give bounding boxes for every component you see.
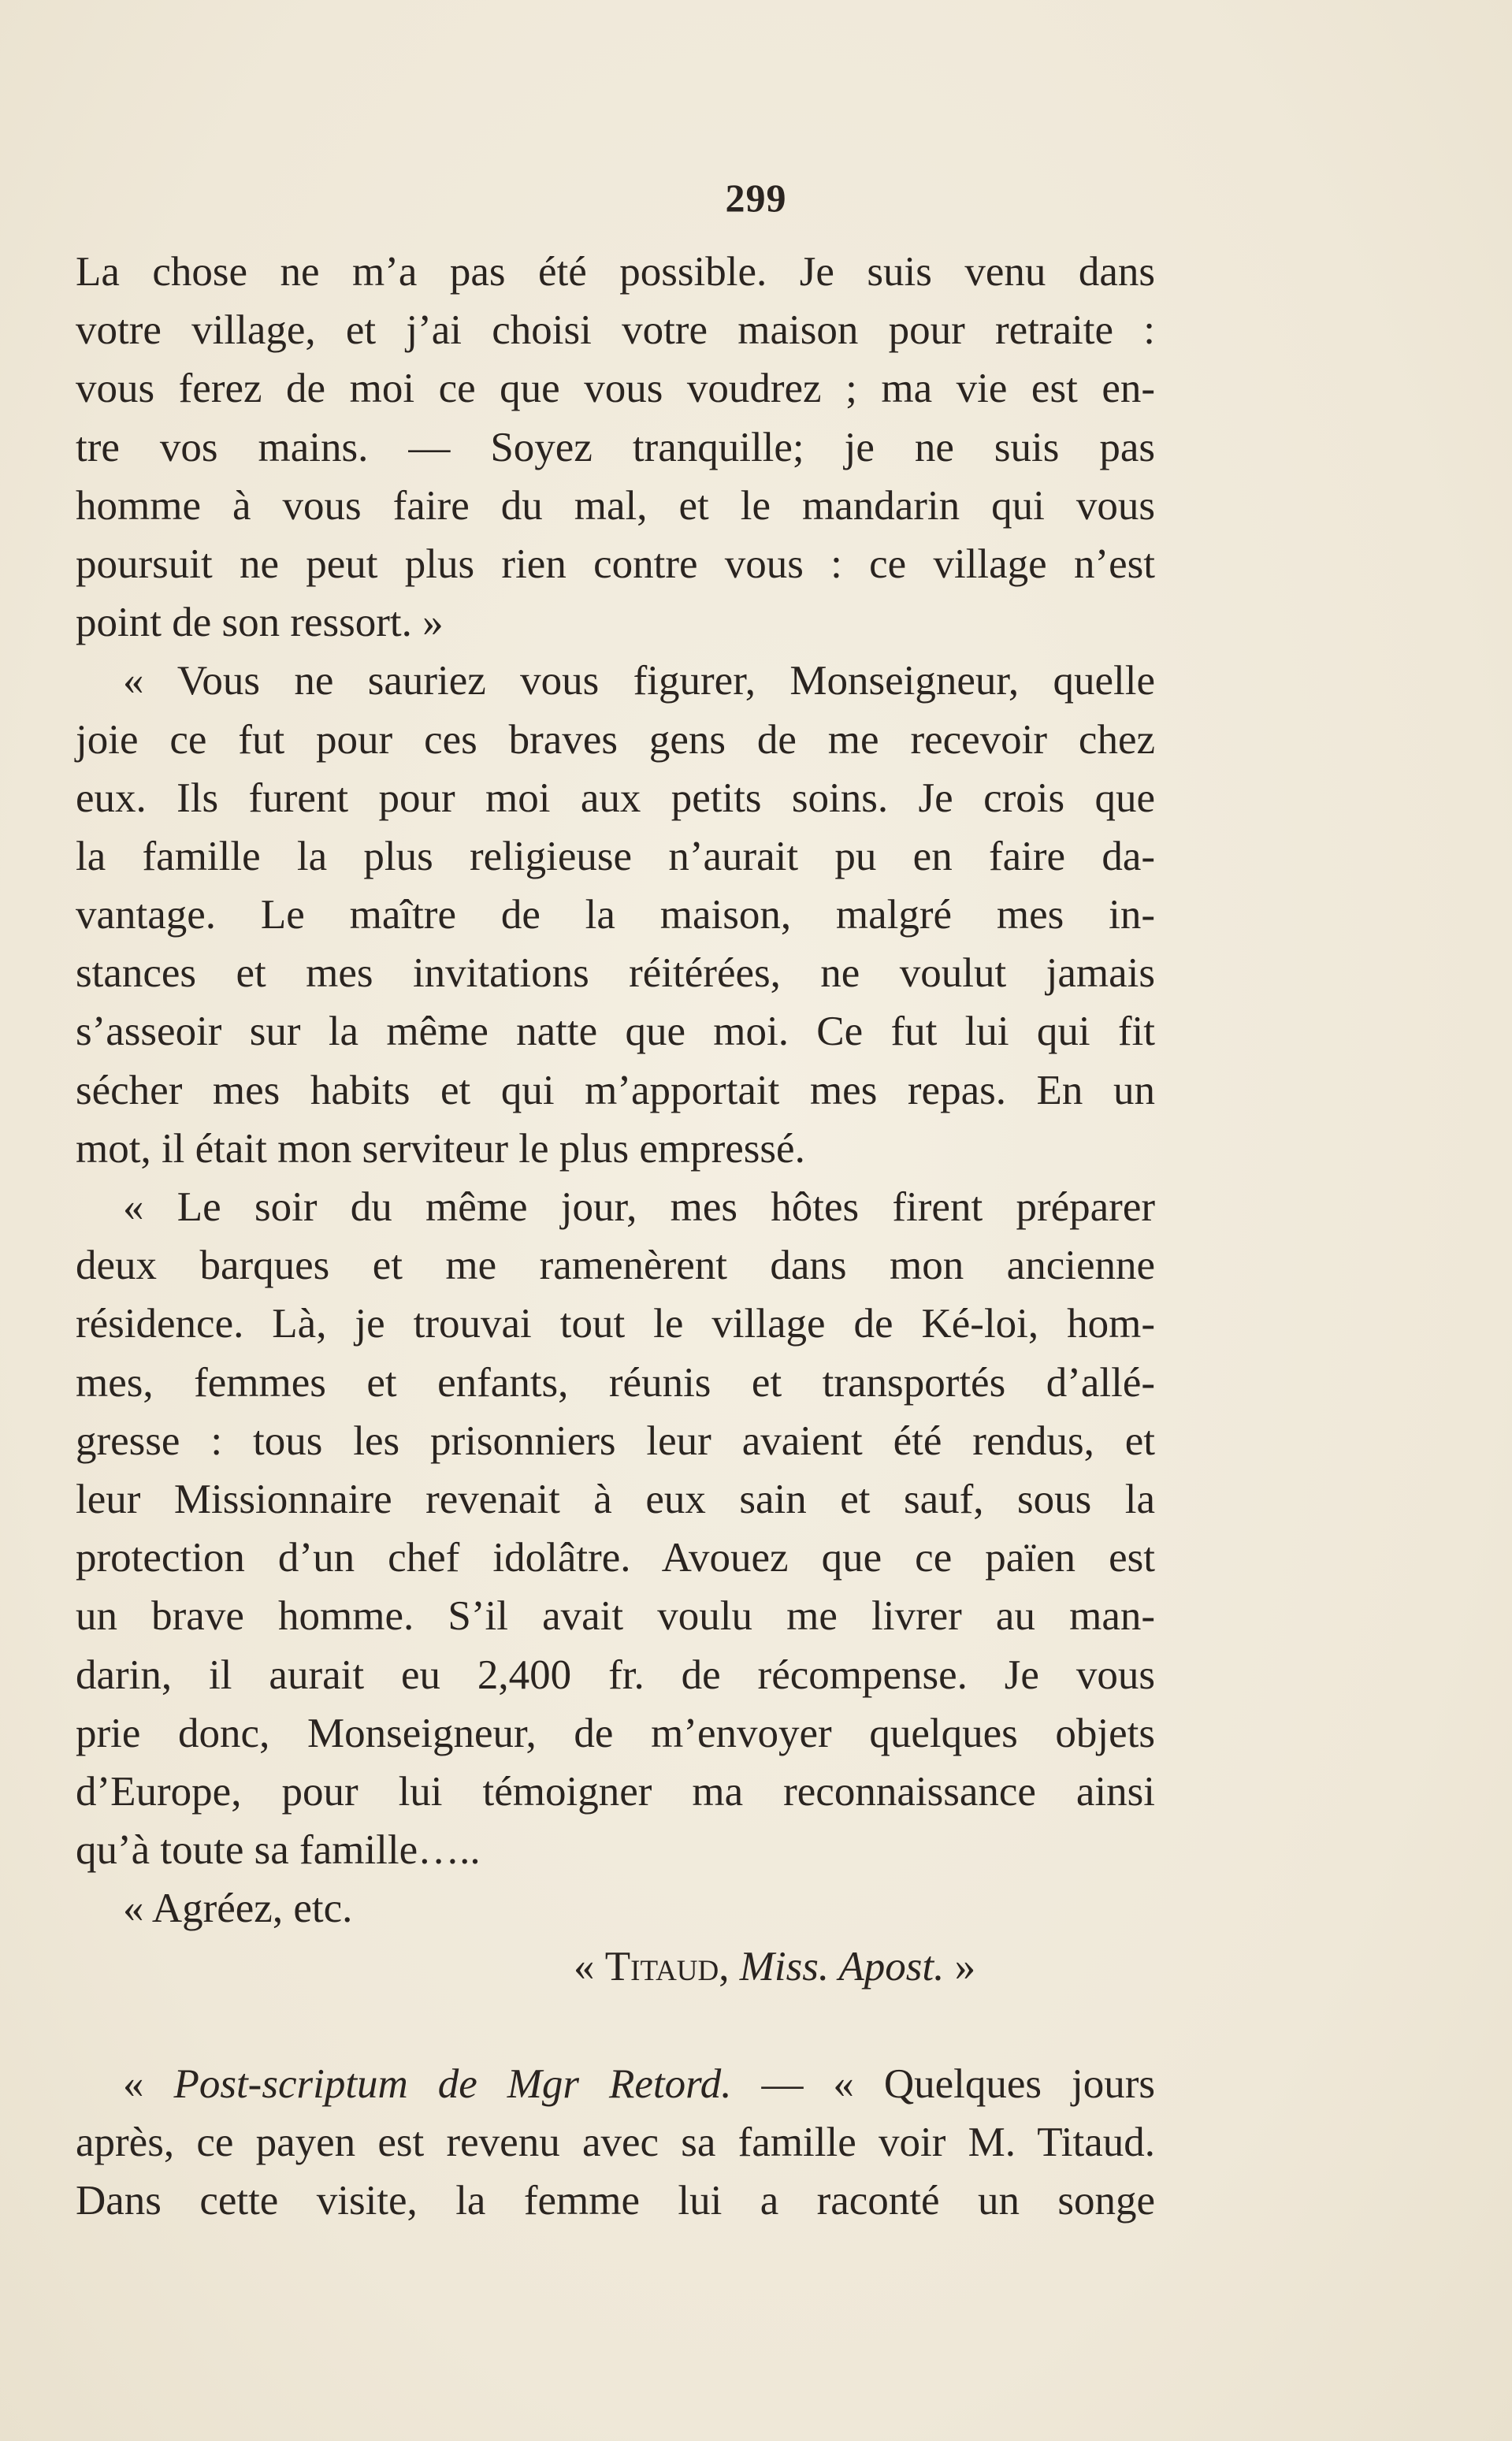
text-line: tre vos mains. — Soyez tranquille; je ne suis pas xyxy=(76,424,1155,470)
text-line: vantage. Le maître de la maison, malgré mes in- xyxy=(76,892,1155,938)
signature-name: Titaud xyxy=(604,1944,719,1990)
text-line: deux barques et me ramenèrent dans mon ancienne xyxy=(76,1243,1155,1289)
text-line: poursuit ne peut plus rien contre vous : ce village n’est xyxy=(76,541,1155,587)
postscript-heading: Post-scriptum de Mgr Retord. xyxy=(173,2060,732,2107)
text-line: Dans cette visite, la femme lui a raconté un songe xyxy=(76,2178,1155,2224)
paragraph xyxy=(76,652,1155,1178)
postscript-first-line xyxy=(76,2055,1155,2113)
signature-close-quote: » xyxy=(944,1944,976,1990)
text-line: après, ce payen est revenu avec sa famille voir M. Titaud. xyxy=(76,2119,1155,2165)
signature-title: Miss. Apost. xyxy=(739,1944,945,1990)
text-line: mot, il était mon serviteur le plus empressé. xyxy=(76,1125,805,1172)
signature-comma: , xyxy=(719,1944,740,1990)
text-line: sécher mes habits et qui m’apportait mes repas. En un xyxy=(76,1067,1155,1113)
postscript-first-line-rest: — « Quelques jours xyxy=(731,2060,1155,2107)
text-line: homme à vous faire du mal, et le mandarin qui vous xyxy=(76,482,1155,529)
paragraph xyxy=(76,243,1155,652)
text-line: prie donc, Monseigneur, de m’envoyer quelques objets xyxy=(76,1710,1155,1756)
text-line: d’Europe, pour lui témoigner ma reconnaissance ainsi xyxy=(76,1768,1155,1815)
text-line: un brave homme. S’il avait voulu me livrer au man- xyxy=(76,1593,1155,1640)
closing xyxy=(76,1879,1155,1938)
text-line: leur Missionnaire revenait à eux sain et sauf, sous la xyxy=(76,1476,1155,1522)
text-line: « Le soir du même jour, mes hôtes firent préparer xyxy=(123,1184,1155,1230)
signature-open-quote: « xyxy=(574,1944,605,1990)
text-line: résidence. Là, je trouvai tout le village de Ké-loi, hom- xyxy=(76,1301,1155,1347)
text-line: stances et mes invitations réitérées, ne voulut jamais xyxy=(76,950,1155,997)
text-line: point de son ressort. » xyxy=(76,600,444,646)
text-line: eux. Ils furent pour moi aux petits soins. Je crois que xyxy=(76,775,1155,821)
paragraph xyxy=(76,1178,1155,1879)
text-line: la famille la plus religieuse n’aurait pu en faire da- xyxy=(76,833,1155,879)
text-line: mes, femmes et enfants, réunis et transportés d’allé- xyxy=(76,1359,1155,1406)
page-number: 299 xyxy=(725,176,787,220)
text-line: joie ce fut pour ces braves gens de me recevoir chez xyxy=(76,716,1155,763)
text-line: vous ferez de moi ce que vous voudrez ; ma vie est en- xyxy=(76,366,1155,412)
section-gap xyxy=(76,1997,1155,2055)
text-line: votre village, et j’ai choisi votre maison pour retraite : xyxy=(76,307,1155,354)
signature xyxy=(76,1938,1155,1996)
text-line: qu’à toute sa famille….. xyxy=(76,1827,481,1874)
body-text xyxy=(76,243,1155,2230)
text-line: darin, il aurait eu 2,400 fr. de récompense. Je vous xyxy=(76,1651,1155,1698)
text-line: La chose ne m’a pas été possible. Je suis venu dans xyxy=(76,249,1155,295)
text-line: « Vous ne sauriez vous figurer, Monseigneur, quelle xyxy=(123,658,1155,704)
closing-line: « Agréez, etc. xyxy=(123,1886,353,1932)
text-line: gresse : tous les prisonniers leur avaient été rendus, et xyxy=(76,1417,1155,1464)
text-line: s’asseoir sur la même natte que moi. Ce fut lui qui fit xyxy=(76,1009,1155,1055)
postscript-open-quote: « xyxy=(123,2060,174,2107)
text-line: protection d’un chef idolâtre. Avouez que ce païen est xyxy=(76,1535,1155,1581)
postscript xyxy=(76,2055,1155,2231)
